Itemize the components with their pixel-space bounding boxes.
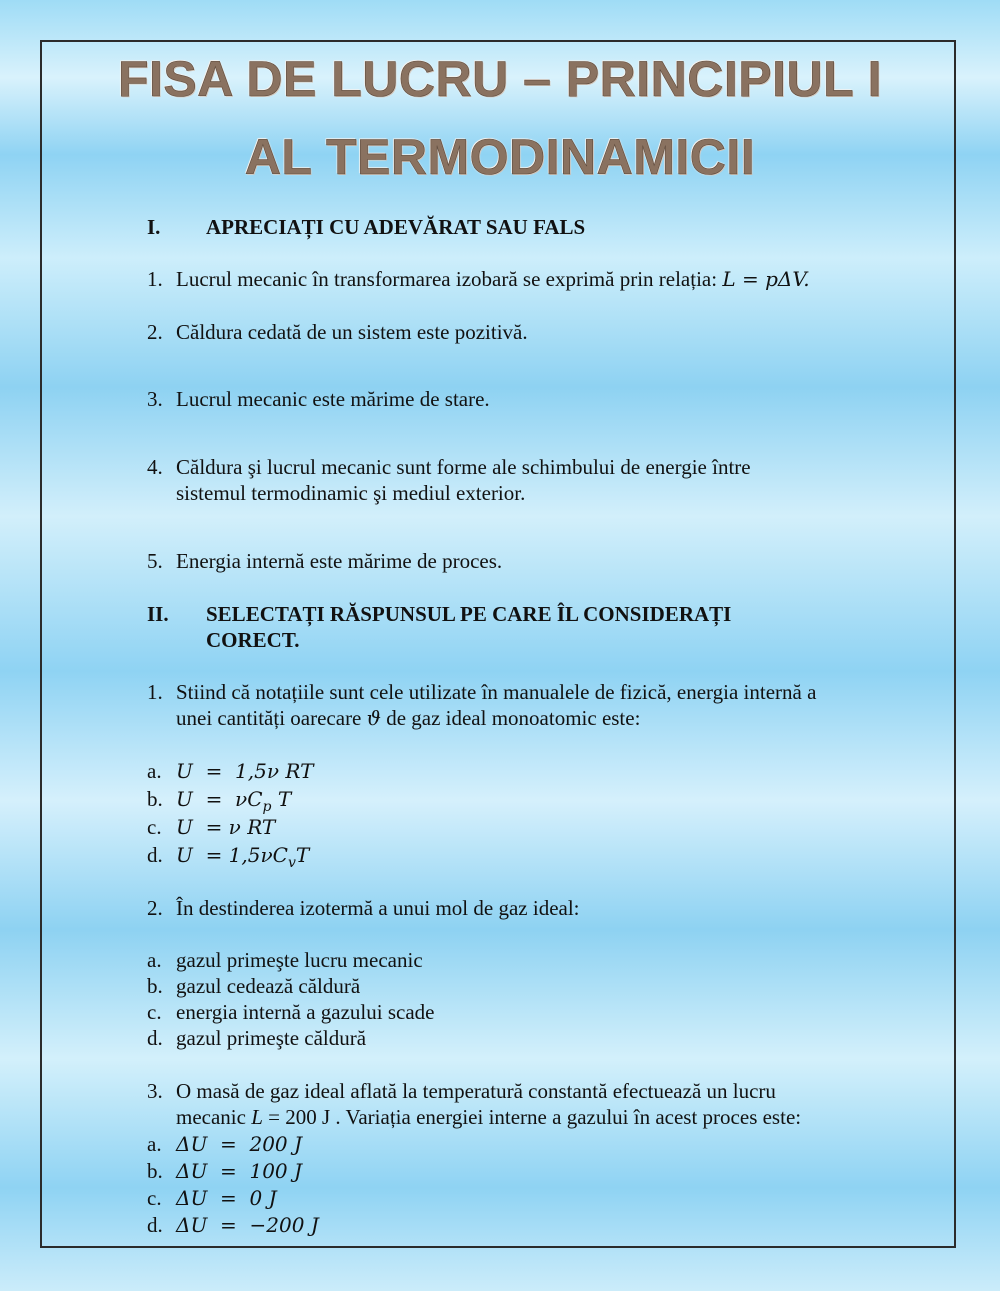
option-letter: c. [147, 1000, 162, 1024]
option-letter: d. [147, 1213, 163, 1237]
option-formula: ΔU = −200 J [176, 1213, 319, 1237]
option-letter: a. [147, 759, 162, 783]
question-number: 1. [147, 680, 163, 704]
item-number: 3. [147, 387, 163, 411]
option-text: gazul primeşte lucru mecanic [176, 948, 423, 972]
item-number: 1. [147, 267, 163, 291]
section-2-heading: SELECTAȚI RĂSPUNSUL PE CARE ÎL CONSIDERAȚI [206, 602, 732, 626]
tf-item-4-continuation: sistemul termodinamic şi mediul exterior. [176, 481, 526, 505]
section-2-numeral: II. [147, 602, 169, 626]
question-text: O masă de gaz ideal aflată la temperatură constantă efectuează un lucru [176, 1079, 776, 1103]
option-letter: c. [147, 1186, 162, 1210]
section-2-heading-continuation: CORECT. [206, 628, 300, 652]
item-text: Căldura cedată de un sistem este pozitivă. [176, 320, 528, 344]
nu-symbol: ϑ [366, 706, 381, 730]
option-letter: b. [147, 974, 163, 998]
question-number: 3. [147, 1079, 163, 1103]
option-letter: b. [147, 1159, 163, 1183]
page-title-line-2: AL TERMODINAMICII [244, 129, 756, 185]
option-formula: $U = \nu C_p$ T [176, 787, 292, 815]
option-letter: c. [147, 815, 162, 839]
item-number: 5. [147, 549, 163, 573]
option-letter: a. [147, 948, 162, 972]
formula: L = pΔV. [722, 267, 810, 291]
option-letter: b. [147, 787, 163, 811]
option-formula: ΔU = 100 J [176, 1159, 303, 1183]
item-text: Energia internă este mărime de proces. [176, 549, 503, 573]
item-text: Lucrul mecanic este mărime de stare. [176, 387, 490, 411]
symbol-L: L [251, 1105, 263, 1129]
option-formula: $U = 1,5\nu C_vT$ [176, 843, 310, 871]
option-formula: U = 1,5ν RT [176, 759, 314, 783]
item-text: Căldura şi lucrul mecanic sunt forme ale schimbului de energie între [176, 455, 751, 479]
item-number: 2. [147, 320, 163, 344]
option-letter: d. [147, 843, 163, 867]
question-3-continuation: mecanic L = 200 J . Variația energiei interne a gazului în acest proces este: [176, 1105, 802, 1129]
option-letter: a. [147, 1132, 162, 1156]
question-text: Stiind că notațiile sunt cele utilizate în manualele de fizică, energia internă a [176, 680, 817, 704]
option-formula: U = ν RT [176, 815, 276, 839]
question-text: În destinderea izotermă a unui mol de gaz ideal: [176, 896, 580, 920]
question-number: 2. [147, 896, 163, 920]
option-letter: d. [147, 1026, 163, 1050]
page-title-line-1: FISA DE LUCRU – PRINCIPIUL I [117, 51, 883, 107]
option-text: gazul primeşte căldură [176, 1026, 367, 1050]
item-number: 4. [147, 455, 163, 479]
option-formula: ΔU = 200 J [176, 1132, 303, 1156]
question-1-continuation: unei cantități oarecare ϑ de gaz ideal monoatomic este: [176, 706, 641, 730]
section-1-heading: APRECIAȚI CU ADEVĂRAT SAU FALS [206, 215, 586, 239]
option-formula: ΔU = 0 J [176, 1186, 277, 1210]
option-text: gazul cedează căldură [176, 974, 361, 998]
option-text: energia internă a gazului scade [176, 1000, 435, 1024]
item-text: Lucrul mecanic în transformarea izobară se exprimă prin relația: L = pΔV. [176, 267, 810, 291]
section-1-numeral: I. [147, 215, 161, 239]
